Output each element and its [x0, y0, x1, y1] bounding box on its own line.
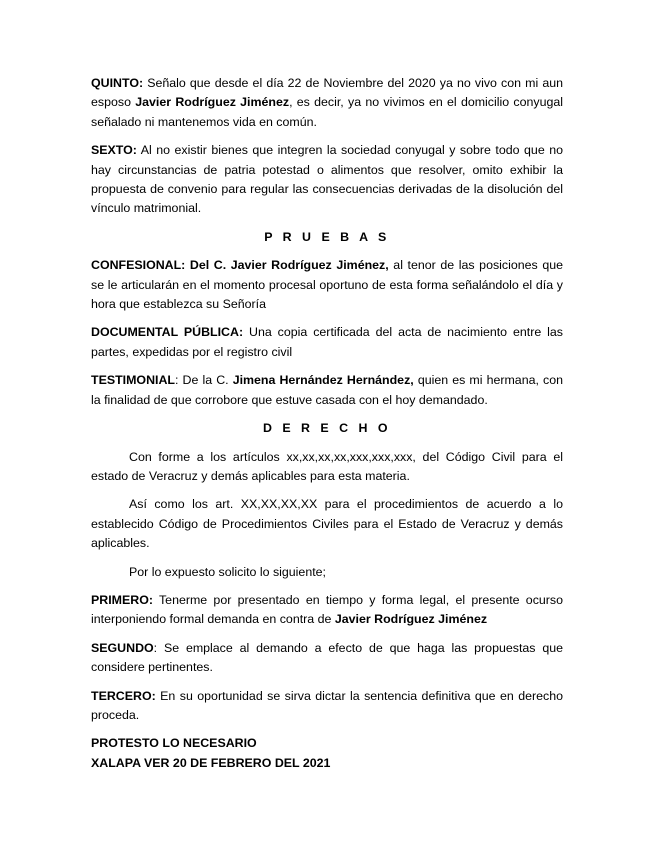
- label-testimonial: TESTIMONIAL: [91, 373, 175, 388]
- paragraph-segundo: [91, 639, 563, 678]
- primero-name: Javier Rodríguez Jiménez: [334, 612, 488, 627]
- sexto-text: Al no existir bienes que integren la sociedad conyugal y sobre todo que no hay circunstancias de patria potestad o alimentos que resolver, omito exhibir la propuesta de convenio para regular las consecuencias derivadas de la disolución del vínculo matrimonial.: [91, 143, 563, 216]
- segundo-text: : Se emplace al demando a efecto de que haga las propuestas que considere pertinentes.: [91, 640, 563, 675]
- label-quinto: QUINTO:: [91, 76, 144, 90]
- label-tercero: TERCERO:: [91, 688, 156, 703]
- quinto-text-1: Señalo que desde el día 22 de Noviembre del 2020 ya no vivo con mi aun esposo: [91, 76, 563, 110]
- paragraph-derecho-2: Así como los art. XX,XX,XX,XX para el procedimientos de acuerdo a lo establecido Código de Procedimientos Civiles para el Estado de Veracruz y demás aplicables.: [91, 497, 563, 551]
- paragraph-sexto: [91, 141, 563, 219]
- paragraph-testimonial: [91, 371, 563, 410]
- document-page: [91, 74, 563, 773]
- heading-pruebas: P R U E B A S: [264, 229, 390, 244]
- label-sexto: SEXTO:: [91, 143, 137, 158]
- quinto-text-2: , es decir, ya no vivimos en el domicilio conyugal señalado ni mantenemos vida en común.: [91, 95, 564, 129]
- testimonial-name: Jimena Hernández Hernández,: [232, 373, 414, 388]
- paragraph-derecho-1: Con forme a los artículos xx,xx,xx,xx,xxx,xxx,xxx, del Código Civil para el estado de Veracruz y demás aplicables para esta materia.: [91, 449, 563, 483]
- paragraph-derecho-3: Por lo expuesto solicito lo siguiente;: [129, 564, 326, 579]
- quinto-name: Javier Rodríguez Jiménez: [135, 95, 290, 110]
- paragraph-confesional: [91, 256, 563, 314]
- label-primero: PRIMERO:: [91, 592, 153, 607]
- label-confesional: CONFESIONAL: Del C. Javier Rodríguez Jiménez,: [91, 258, 389, 273]
- documental-text: Una copia certificada del acta de nacimiento entre las partes, expedidas por el registro civil: [91, 325, 563, 359]
- paragraph-tercero: [91, 687, 563, 726]
- label-documental: DOCUMENTAL PÚBLICA:: [91, 325, 244, 340]
- closing-protesto: PROTESTO LO NECESARIO: [91, 736, 257, 751]
- paragraph-primero: [91, 591, 563, 630]
- heading-derecho: D E R E C H O: [262, 421, 392, 436]
- closing-place-date: XALAPA VER 20 DE FEBRERO DEL 2021: [91, 755, 331, 770]
- primero-text: Tenerme por presentado en tiempo y forma legal, el presente ocurso interponiendo formal demanda en contra de: [91, 592, 563, 627]
- paragraph-quinto: [91, 74, 563, 132]
- label-segundo: SEGUNDO: [91, 640, 154, 655]
- confesional-text: al tenor de las posiciones que se le articularán en el momento procesal oportuno de esta forma señalándolo el día y hora que establezca su Señoría: [91, 258, 563, 312]
- testimonial-text-2: quien es mi hermana, con la finalidad de que corrobore que estuve casada con el hoy demandado.: [91, 373, 563, 407]
- testimonial-text-1: : De la C.: [174, 373, 233, 388]
- tercero-text: En su oportunidad se sirva dictar la sentencia definitiva que en derecho proceda.: [91, 688, 563, 722]
- paragraph-documental: [91, 323, 563, 362]
